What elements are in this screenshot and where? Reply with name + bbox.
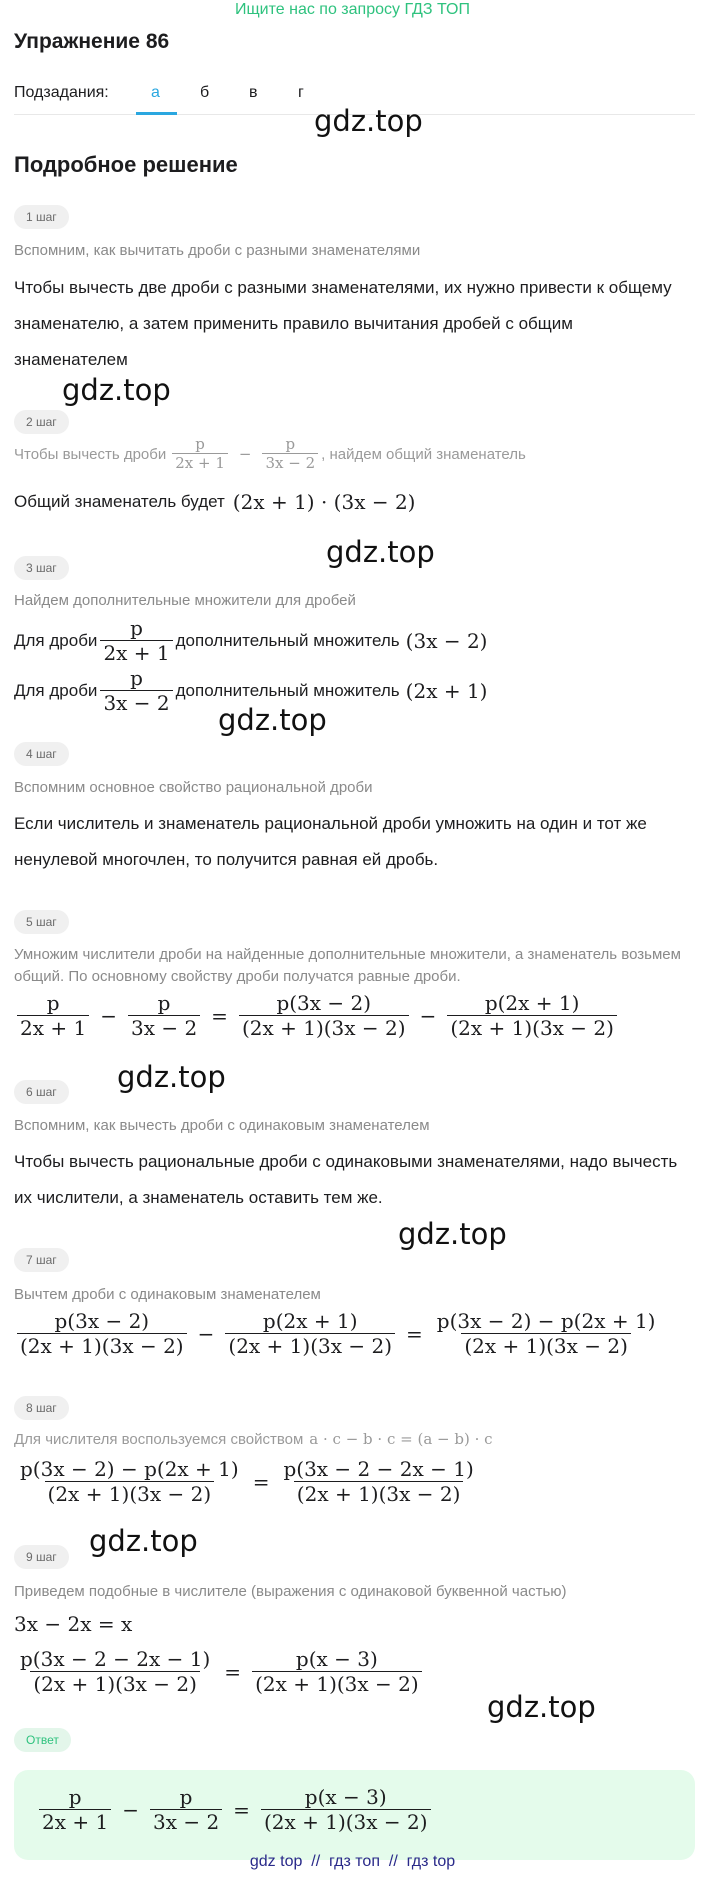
- watermark: gdz.top: [398, 1217, 507, 1251]
- text: дополнительный множитель: [175, 681, 400, 700]
- numerator: p(x − 3): [295, 1647, 378, 1671]
- numerator: p(x − 3): [304, 1785, 387, 1809]
- numerator: p(3x − 2) − p(2x + 1): [436, 1309, 656, 1333]
- step-badge: 4 шаг: [14, 742, 69, 766]
- step-badge: 3 шаг: [14, 556, 69, 580]
- text: Для дроби: [14, 681, 98, 700]
- fraction: [447, 992, 617, 1040]
- step-text: Чтобы вычесть две дроби с разными знаменателями, их нужно привести к общему знаменателю, а затем применить правило вычитания дробей с общим знаменателем: [14, 278, 672, 369]
- fraction: [261, 1786, 431, 1834]
- step-note: Приведем подобные в числителе (выражения с одинаковой буквенной частью): [14, 1583, 567, 1600]
- text: Для дроби: [14, 631, 98, 650]
- numerator: p(2x + 1): [484, 991, 580, 1015]
- numerator: p: [68, 1785, 82, 1809]
- section-title: Подробное решение: [14, 152, 238, 177]
- fraction: [17, 1648, 213, 1696]
- denominator: 3x − 2: [100, 690, 172, 715]
- denominator: (2x + 1)(3x − 2): [239, 1015, 409, 1040]
- minus-sign: −: [419, 1004, 437, 1028]
- numerator: p: [130, 616, 143, 640]
- fraction: [434, 1310, 659, 1358]
- step-badge: 1 шаг: [14, 205, 69, 229]
- equals-sign: =: [233, 1798, 250, 1822]
- note-text: Чтобы вычесть дроби: [14, 445, 167, 463]
- simplify-expression: 3x − 2x = x: [14, 1612, 133, 1636]
- numerator: p: [195, 435, 205, 453]
- text: дополнительный множитель: [175, 631, 400, 650]
- fraction: [150, 1786, 222, 1834]
- numerator: p(3x − 2 − 2x − 1): [20, 1647, 211, 1671]
- equation: [14, 992, 620, 1040]
- denominator: 3x − 2: [150, 1809, 222, 1834]
- fraction: [17, 1310, 187, 1358]
- minus-sign: −: [197, 1322, 215, 1346]
- fraction: [39, 1786, 111, 1834]
- denominator: 2x + 1: [39, 1809, 111, 1834]
- watermark: gdz.top: [62, 373, 171, 407]
- step-badge: 9 шаг: [14, 1545, 69, 1569]
- equals-sign: =: [224, 1660, 242, 1684]
- step-text: Чтобы вычесть рациональные дроби с одинаковыми знаменателями, надо вычесть их числители, а знаменатель оставить тем же.: [14, 1152, 678, 1207]
- numerator: p(3x − 2) − p(2x + 1): [20, 1457, 239, 1481]
- numerator: p: [157, 991, 171, 1015]
- equation: [14, 1648, 425, 1696]
- equals-sign: =: [211, 1004, 228, 1028]
- step-text: [14, 490, 415, 514]
- watermark: gdz.top: [218, 703, 327, 737]
- expression: (2x + 1): [405, 679, 488, 703]
- equation: [14, 1458, 480, 1506]
- step-note: Найдем дополнительные множители для дробей: [14, 592, 356, 609]
- denominator: (2x + 1)(3x − 2): [30, 1671, 200, 1696]
- watermark: gdz.top: [314, 104, 423, 138]
- watermark: gdz.top: [487, 1690, 596, 1724]
- note-text: Для числителя воспользуемся свойством: [14, 1430, 304, 1448]
- fraction: [128, 992, 200, 1040]
- denominator: 3x − 2: [262, 453, 318, 472]
- numerator: p(2x + 1): [262, 1309, 358, 1333]
- numerator: p: [179, 1785, 193, 1809]
- step-badge: 5 шаг: [14, 910, 69, 934]
- fraction: [100, 617, 172, 665]
- fraction: [100, 667, 172, 715]
- text: Общий знаменатель будет: [14, 492, 225, 511]
- fraction: [280, 1458, 476, 1506]
- denominator: 2x + 1: [100, 640, 172, 665]
- denominator: (2x + 1)(3x − 2): [252, 1671, 422, 1696]
- equals-sign: =: [406, 1322, 423, 1346]
- fraction: [239, 992, 409, 1040]
- step-badge: 2 шаг: [14, 410, 69, 434]
- numerator: p(3x − 2): [54, 1309, 150, 1333]
- page-title: Упражнение 86: [14, 30, 170, 53]
- tab-g[interactable]: г: [298, 84, 304, 101]
- note-text: , найдем общий знаменатель: [321, 445, 526, 463]
- step-badge: 8 шаг: [14, 1396, 69, 1420]
- step-note: Вспомним основное свойство рациональной дроби: [14, 779, 373, 796]
- denominator: (2x + 1)(3x − 2): [294, 1481, 464, 1506]
- step-note: Вспомним, как вычитать дроби с разными знаменателями: [14, 242, 421, 259]
- numerator: p: [285, 435, 296, 453]
- numerator: p(3x − 2 − 2x − 1): [283, 1457, 474, 1481]
- fraction: [252, 1648, 422, 1696]
- step-text: Если числитель и знаменатель рациональной дроби умножить на один и тот же ненулевой многочлен, то получится равная ей дробь.: [14, 814, 647, 869]
- denominator: (2x + 1)(3x − 2): [45, 1481, 215, 1506]
- step-note: [14, 1430, 493, 1448]
- step-note: Вычтем дроби с одинаковым знаменателем: [14, 1286, 321, 1303]
- step-badge: 7 шаг: [14, 1248, 69, 1272]
- minus-sign: −: [238, 445, 252, 464]
- numerator: p: [46, 991, 60, 1015]
- watermark: gdz.top: [326, 535, 435, 569]
- step-note: Вспомним, как вычесть дроби с одинаковым знаменателем: [14, 1117, 430, 1134]
- numerator: p(3x − 2): [276, 991, 372, 1015]
- tab-b[interactable]: б: [200, 84, 210, 101]
- denominator: 2x + 1: [172, 453, 228, 472]
- denominator: (2x + 1)(3x − 2): [461, 1333, 631, 1358]
- watermark: gdz.top: [117, 1060, 226, 1094]
- denominator: (2x + 1)(3x − 2): [261, 1809, 431, 1834]
- expression: (3x − 2): [405, 629, 488, 653]
- answer-badge: Ответ: [14, 1728, 71, 1752]
- denominator: 2x + 1: [17, 1015, 89, 1040]
- fraction: [225, 1310, 395, 1358]
- denominator: (2x + 1)(3x − 2): [447, 1015, 617, 1040]
- answer-equation: [36, 1786, 434, 1834]
- active-tab-indicator: [136, 112, 177, 115]
- minus-sign: −: [122, 1798, 139, 1822]
- step-note: [14, 436, 526, 472]
- expression: (2x + 1) · (3x − 2): [232, 490, 416, 514]
- step-line: [14, 617, 487, 665]
- fraction: [172, 436, 228, 472]
- search-promo-banner[interactable]: Ищите нас по запросу ГДЗ ТОП: [235, 1, 470, 18]
- step-badge: 6 шаг: [14, 1080, 69, 1104]
- tab-a[interactable]: а: [151, 84, 160, 101]
- watermark: gdz.top: [89, 1524, 198, 1558]
- fraction: [262, 436, 318, 472]
- equals-sign: =: [252, 1470, 270, 1494]
- numerator: p: [130, 666, 143, 690]
- fraction: [17, 992, 89, 1040]
- footer-links[interactable]: gdz top // гдз топ // гдз top: [249, 1853, 456, 1870]
- subtasks-label: Подзадания:: [14, 84, 109, 101]
- tab-v[interactable]: в: [249, 84, 258, 101]
- note-expression: a · c − b · c = (a − b) · c: [309, 1430, 493, 1448]
- denominator: (2x + 1)(3x − 2): [225, 1333, 395, 1358]
- equation: [14, 1310, 661, 1358]
- denominator: (2x + 1)(3x − 2): [17, 1333, 187, 1358]
- denominator: 3x − 2: [128, 1015, 200, 1040]
- step-note: Умножим числители дроби на найденные дополнительные множители, а знаменатель возьмем общий. По основному свойству дроби получатся равные дроби.: [14, 946, 681, 985]
- minus-sign: −: [100, 1004, 117, 1028]
- fraction: [17, 1458, 242, 1506]
